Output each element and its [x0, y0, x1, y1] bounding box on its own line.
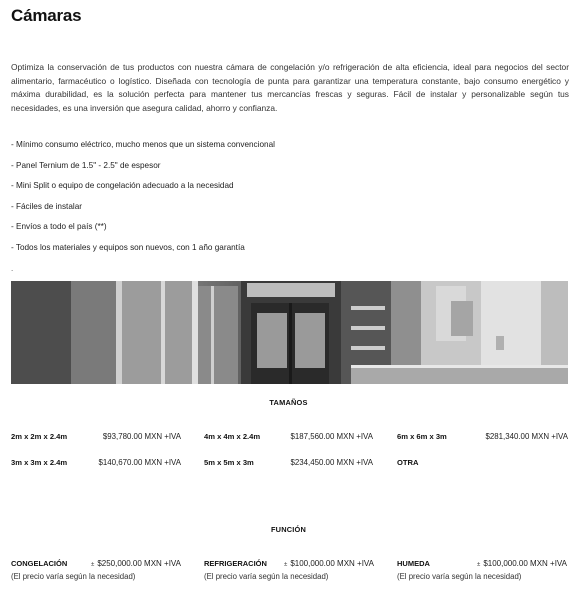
function-heading: FUNCIÓN [270, 525, 307, 534]
function-option[interactable] [11, 559, 181, 585]
function-note: (El precio varía según la necesidad) [204, 572, 329, 581]
feature-item: - Todos los materiales y equipos son nuevos, con 1 año garantía [11, 242, 245, 252]
size-name: 3m x 3m x 2.4m [11, 458, 68, 467]
function-price [91, 559, 181, 568]
size-option[interactable] [11, 432, 181, 444]
function-name: REFRIGERACIÓN [204, 559, 267, 568]
banner-image [11, 281, 568, 384]
function-name: HUMEDA [397, 559, 430, 568]
function-row [11, 559, 568, 585]
size-price: $187,560.00 MXN +IVA [290, 432, 373, 441]
sizes-row [11, 432, 568, 444]
size-option[interactable] [11, 458, 181, 470]
function-name: CONGELACIÓN [11, 559, 68, 568]
function-note: (El precio varía según la necesidad) [397, 572, 522, 581]
function-price-value: $100,000.00 MXN +IVA [290, 559, 374, 568]
size-option[interactable] [397, 458, 568, 470]
function-price [284, 559, 374, 568]
function-currency-mark: ± [477, 562, 481, 568]
function-option[interactable] [397, 559, 567, 585]
feature-item: - Fáciles de instalar [11, 201, 82, 211]
trailing-mark: . [11, 264, 14, 273]
size-name: 5m x 5m x 3m [204, 458, 254, 467]
size-name: 2m x 2m x 2.4m [11, 432, 68, 441]
function-price-value: $250,000.00 MXN +IVA [97, 559, 181, 568]
feature-item: - Mínimo consumo eléctrico, mucho menos que un sistema convencional [11, 140, 275, 149]
size-price: $281,340.00 MXN +IVA [485, 432, 568, 441]
function-note: (El precio varía según la necesidad) [11, 572, 136, 581]
size-price: $140,670.00 MXN +IVA [98, 458, 181, 467]
feature-list [11, 140, 571, 264]
sizes-heading: TAMAÑOS [269, 398, 308, 407]
feature-item: - Mini Split o equipo de congelación adecuado a la necesidad [11, 181, 234, 191]
size-name: OTRA [397, 458, 419, 467]
function-currency-mark: ± [91, 562, 95, 568]
intro-paragraph: Optimiza la conservación de tus productos con nuestra cámara de congelación y/o refrigeración de alta eficiencia, ideal para negocios del sector alimentario, farmacéutico o logístico. Diseñada con tecnología de punta para garantizar una temperatura constante, bajo consumo energético y máxima durabilidad, es la solución perfecta para mantener tus mercancías frescas y seguras. Fácil de instalar y personalizable según tus necesidades, es una inversión que asegura calidad, ahorro y confianza. [11, 62, 569, 114]
size-option[interactable] [204, 458, 373, 470]
page-title: Cámaras [11, 6, 82, 25]
size-name: 6m x 6m x 3m [397, 432, 447, 441]
function-option[interactable] [204, 559, 374, 585]
feature-item: - Panel Ternium de 1.5" - 2.5" de espesor [11, 160, 161, 170]
size-option[interactable] [204, 432, 373, 444]
size-option[interactable] [397, 432, 568, 444]
size-price: $234,450.00 MXN +IVA [290, 458, 373, 467]
feature-item: - Envíos a todo el país (**) [11, 222, 107, 232]
function-currency-mark: ± [284, 562, 288, 568]
function-price [477, 559, 567, 568]
sizes-row [11, 458, 568, 470]
size-name: 4m x 4m x 2.4m [204, 432, 261, 441]
size-price: $93,780.00 MXN +IVA [102, 432, 181, 441]
function-price-value: $100,000.00 MXN +IVA [483, 559, 567, 568]
